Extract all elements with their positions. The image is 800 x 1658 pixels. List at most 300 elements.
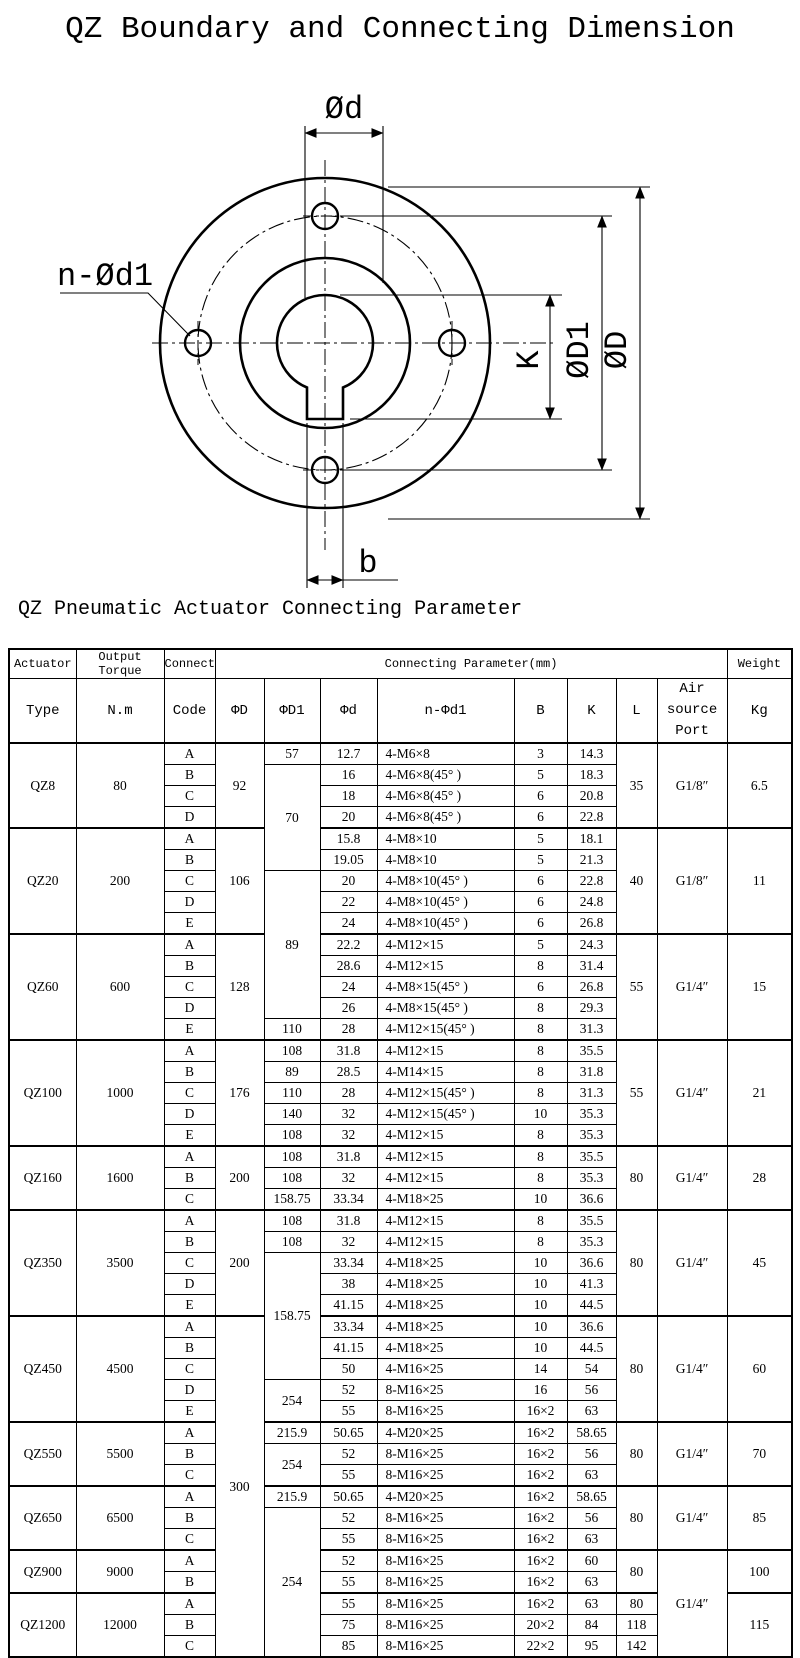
cell: QZ8	[9, 743, 76, 828]
cell: QZ650	[9, 1486, 76, 1550]
header-connecting-parameter: Connecting Parameter(mm)	[215, 649, 727, 679]
cell: 4-M8×10(45° )	[377, 913, 514, 935]
header-phi-d1: ΦD1	[264, 679, 320, 744]
cell: 5500	[76, 1422, 164, 1486]
cell: 16×2	[514, 1508, 567, 1529]
cell: 8	[514, 998, 567, 1019]
cell: G1/4″	[657, 934, 727, 1040]
cell: 140	[264, 1104, 320, 1125]
cell: C	[164, 1083, 215, 1104]
cell: 75	[320, 1615, 377, 1636]
cell: 6	[514, 807, 567, 829]
cell: 24.8	[567, 892, 616, 913]
header-weight: Weight	[727, 649, 792, 679]
cell: 6	[514, 913, 567, 935]
cell: 80	[616, 1316, 657, 1422]
header-phi-d: ΦD	[215, 679, 264, 744]
cell: 16×2	[514, 1572, 567, 1594]
cell: 16×2	[514, 1486, 567, 1508]
cell: 142	[616, 1636, 657, 1658]
cell: 4-M20×25	[377, 1486, 514, 1508]
cell: 115	[727, 1593, 792, 1657]
header-kg: Kg	[727, 679, 792, 744]
cell: 128	[215, 934, 264, 1040]
cell: 18	[320, 786, 377, 807]
cell: 89	[264, 871, 320, 1019]
cell: B	[164, 850, 215, 871]
cell: 4-M6×8	[377, 743, 514, 765]
cell: QZ60	[9, 934, 76, 1040]
cell: 110	[264, 1083, 320, 1104]
cell: 41.15	[320, 1295, 377, 1317]
cell: 12000	[76, 1593, 164, 1657]
cell: 108	[264, 1210, 320, 1232]
cell: A	[164, 1593, 215, 1615]
dim-b-label: b	[358, 545, 378, 582]
cell: 8-M16×25	[377, 1380, 514, 1401]
cell: 28.5	[320, 1062, 377, 1083]
cell: A	[164, 1316, 215, 1338]
cell: 158.75	[264, 1189, 320, 1211]
cell: 8-M16×25	[377, 1636, 514, 1658]
cell: 10	[514, 1253, 567, 1274]
cell: 56	[567, 1444, 616, 1465]
cell: 4-M18×25	[377, 1253, 514, 1274]
cell: 21	[727, 1040, 792, 1146]
cell: C	[164, 1636, 215, 1658]
table-header	[9, 649, 792, 743]
cell: C	[164, 871, 215, 892]
cell: 24	[320, 977, 377, 998]
header-k: K	[567, 679, 616, 744]
cell: 18.1	[567, 828, 616, 850]
cell: C	[164, 1253, 215, 1274]
cell: G1/4″	[657, 1550, 727, 1657]
cell: 11	[727, 828, 792, 934]
cell: 18.3	[567, 765, 616, 786]
cell: 4-M14×15	[377, 1062, 514, 1083]
cell: 50.65	[320, 1486, 377, 1508]
dim-odia-label: ØD	[599, 330, 636, 370]
cell: B	[164, 956, 215, 977]
cell: 41.15	[320, 1338, 377, 1359]
cell: QZ1200	[9, 1593, 76, 1657]
cell: 55	[320, 1401, 377, 1423]
cell: 31.8	[320, 1040, 377, 1062]
cell: 33.34	[320, 1189, 377, 1211]
cell: 55	[616, 1040, 657, 1146]
cell: 22.2	[320, 934, 377, 956]
cell: 31.3	[567, 1083, 616, 1104]
cell: 200	[215, 1146, 264, 1210]
cell: 40	[616, 828, 657, 934]
cell: 8	[514, 1146, 567, 1168]
cell: 55	[320, 1593, 377, 1615]
cell: 10	[514, 1316, 567, 1338]
cell: 52	[320, 1444, 377, 1465]
header-n-phi-d1: n-Φd1	[377, 679, 514, 744]
cell: E	[164, 1401, 215, 1423]
cell: 35.3	[567, 1104, 616, 1125]
cell: 55	[616, 934, 657, 1040]
cell: D	[164, 892, 215, 913]
header-output-torque: Output Torque	[76, 649, 164, 679]
cell: C	[164, 1359, 215, 1380]
cell: 4-M6×8(45° )	[377, 786, 514, 807]
dim-od	[305, 91, 383, 298]
cell: 85	[320, 1636, 377, 1658]
cell: 29.3	[567, 998, 616, 1019]
cell: 31.8	[320, 1146, 377, 1168]
cell: 8-M16×25	[377, 1444, 514, 1465]
cell: 55	[320, 1529, 377, 1551]
cell: 21.3	[567, 850, 616, 871]
cell: 80	[616, 1146, 657, 1210]
cell: 1600	[76, 1146, 164, 1210]
cell: 10	[514, 1189, 567, 1211]
cell: B	[164, 1615, 215, 1636]
cell: 92	[215, 743, 264, 828]
cell: A	[164, 1422, 215, 1444]
cell: 35.3	[567, 1168, 616, 1189]
table-row	[9, 743, 792, 765]
cell: 63	[567, 1465, 616, 1487]
cell: B	[164, 1572, 215, 1594]
cell: 6	[514, 786, 567, 807]
cell: E	[164, 1019, 215, 1041]
parameters-table	[8, 648, 793, 1658]
cell: 600	[76, 934, 164, 1040]
cell: G1/4″	[657, 1486, 727, 1550]
cell: 35.3	[567, 1125, 616, 1147]
cell: 8	[514, 1083, 567, 1104]
header-nm: N.m	[76, 679, 164, 744]
cell: 22.8	[567, 871, 616, 892]
cell: 8	[514, 1168, 567, 1189]
cell: 20.8	[567, 786, 616, 807]
cell: 5	[514, 934, 567, 956]
cell: 16×2	[514, 1529, 567, 1551]
cell: 50	[320, 1359, 377, 1380]
cell: 8	[514, 1210, 567, 1232]
cell: 63	[567, 1572, 616, 1594]
cell: 26.8	[567, 977, 616, 998]
cell: 10	[514, 1338, 567, 1359]
cell: 10	[514, 1104, 567, 1125]
cell: QZ900	[9, 1550, 76, 1593]
cell: 32	[320, 1125, 377, 1147]
cell: 24	[320, 913, 377, 935]
cell: G1/8″	[657, 743, 727, 828]
cell: 108	[264, 1232, 320, 1253]
cell: 4-M8×15(45° )	[377, 977, 514, 998]
cell: G1/4″	[657, 1146, 727, 1210]
table-row	[9, 934, 792, 956]
cell: A	[164, 1210, 215, 1232]
cell: 8-M16×25	[377, 1550, 514, 1572]
cell: 200	[215, 1210, 264, 1316]
cell: G1/4″	[657, 1040, 727, 1146]
cell: 4-M16×25	[377, 1359, 514, 1380]
cell: 80	[616, 1593, 657, 1615]
cell: 9000	[76, 1550, 164, 1593]
cell: 10	[514, 1274, 567, 1295]
cell: G1/4″	[657, 1210, 727, 1316]
cell: B	[164, 1444, 215, 1465]
cell: 20	[320, 871, 377, 892]
cell: 58.65	[567, 1486, 616, 1508]
cell: 4-M8×10(45° )	[377, 892, 514, 913]
cell: 36.6	[567, 1189, 616, 1211]
cell: 35.5	[567, 1146, 616, 1168]
cell: 108	[264, 1040, 320, 1062]
table-row	[9, 1422, 792, 1444]
cell: 80	[76, 743, 164, 828]
cell: 300	[215, 1316, 264, 1657]
table-row	[9, 1146, 792, 1168]
cell: D	[164, 1104, 215, 1125]
cell: 12.7	[320, 743, 377, 765]
page-subtitle: QZ Pneumatic Actuator Connecting Parameter	[18, 598, 523, 621]
cell: 4-M18×25	[377, 1189, 514, 1211]
cell: 16×2	[514, 1550, 567, 1572]
cell: 176	[215, 1040, 264, 1146]
cell: C	[164, 1189, 215, 1211]
cell: E	[164, 1295, 215, 1317]
cell: 58.65	[567, 1422, 616, 1444]
dim-n-od1	[57, 258, 190, 336]
header-type: Type	[9, 679, 76, 744]
cell: 4-M20×25	[377, 1422, 514, 1444]
cell: 20	[320, 807, 377, 829]
cell: 254	[264, 1380, 320, 1423]
cell: 63	[567, 1401, 616, 1423]
cell: 215.9	[264, 1486, 320, 1508]
cell: 5	[514, 765, 567, 786]
cell: 19.05	[320, 850, 377, 871]
cell: 33.34	[320, 1253, 377, 1274]
cell: 14	[514, 1359, 567, 1380]
cell: 4-M12×15	[377, 934, 514, 956]
cell: 4-M12×15	[377, 1125, 514, 1147]
cell: 26.8	[567, 913, 616, 935]
page-title: QZ Boundary and Connecting Dimension	[65, 12, 735, 47]
cell: 84	[567, 1615, 616, 1636]
cell: 44.5	[567, 1295, 616, 1317]
cell: B	[164, 1232, 215, 1253]
cell: QZ350	[9, 1210, 76, 1316]
cell: QZ450	[9, 1316, 76, 1422]
cell: 6.5	[727, 743, 792, 828]
cell: 16×2	[514, 1401, 567, 1423]
cell: 3	[514, 743, 567, 765]
cell: 1000	[76, 1040, 164, 1146]
cell: 35	[616, 743, 657, 828]
cell: 4-M8×10	[377, 828, 514, 850]
cell: 22	[320, 892, 377, 913]
cell: G1/8″	[657, 828, 727, 934]
cell: D	[164, 998, 215, 1019]
header-b: B	[514, 679, 567, 744]
cell: A	[164, 1486, 215, 1508]
cell: 70	[727, 1422, 792, 1486]
cell: 200	[76, 828, 164, 934]
cell: 24.3	[567, 934, 616, 956]
cell: 16	[514, 1380, 567, 1401]
header-code: Code	[164, 679, 215, 744]
cell: 8-M16×25	[377, 1401, 514, 1423]
cell: 55	[320, 1572, 377, 1594]
cell: 8-M16×25	[377, 1508, 514, 1529]
cell: 4-M12×15(45° )	[377, 1083, 514, 1104]
cell: 3500	[76, 1210, 164, 1316]
cell: 106	[215, 828, 264, 934]
cell: 6500	[76, 1486, 164, 1550]
cell: B	[164, 1508, 215, 1529]
table-row	[9, 1486, 792, 1508]
cell: 4-M18×25	[377, 1338, 514, 1359]
cell: C	[164, 1529, 215, 1551]
cell: 52	[320, 1508, 377, 1529]
cell: 110	[264, 1019, 320, 1041]
cell: 44.5	[567, 1338, 616, 1359]
cell: 4-M12×15	[377, 1168, 514, 1189]
cell: 56	[567, 1508, 616, 1529]
table-row	[9, 1040, 792, 1062]
cell: QZ550	[9, 1422, 76, 1486]
cell: 70	[264, 765, 320, 871]
header-connect: Connect	[164, 649, 215, 679]
header-air-source-port	[657, 679, 727, 744]
cell: 80	[616, 1422, 657, 1486]
header-air-line2: Port	[675, 723, 709, 739]
cell: D	[164, 1274, 215, 1295]
cell: 95	[567, 1636, 616, 1658]
cell: 89	[264, 1062, 320, 1083]
cell: QZ20	[9, 828, 76, 934]
cell: 60	[727, 1316, 792, 1422]
cell: 60	[567, 1550, 616, 1572]
cell: 52	[320, 1550, 377, 1572]
cell: 254	[264, 1444, 320, 1487]
cell: 80	[616, 1550, 657, 1593]
cell: 4-M12×15(45° )	[377, 1019, 514, 1041]
cell: A	[164, 1040, 215, 1062]
cell: 32	[320, 1168, 377, 1189]
table-row	[9, 1316, 792, 1338]
cell: 254	[264, 1508, 320, 1658]
cell: 4-M12×15	[377, 1146, 514, 1168]
cell: 15	[727, 934, 792, 1040]
dim-k-label: K	[511, 350, 548, 370]
table-row	[9, 1550, 792, 1572]
cell: 32	[320, 1232, 377, 1253]
cell: 4-M8×15(45° )	[377, 998, 514, 1019]
cell: 4500	[76, 1316, 164, 1422]
cell: G1/4″	[657, 1316, 727, 1422]
cell: 6	[514, 892, 567, 913]
cell: 8	[514, 1040, 567, 1062]
header-air-line1: Air source	[666, 681, 718, 718]
cell: 4-M12×15	[377, 956, 514, 977]
cell: E	[164, 1125, 215, 1147]
header-actuator: Actuator	[9, 649, 76, 679]
cell: 8	[514, 1062, 567, 1083]
cell: 31.8	[320, 1210, 377, 1232]
cell: 33.34	[320, 1316, 377, 1338]
cell: C	[164, 977, 215, 998]
cell: B	[164, 1062, 215, 1083]
cell: 4-M12×15	[377, 1232, 514, 1253]
cell: 4-M18×25	[377, 1316, 514, 1338]
cell: 4-M12×15	[377, 1210, 514, 1232]
cell: 54	[567, 1359, 616, 1380]
cell: B	[164, 1338, 215, 1359]
cell: 4-M6×8(45° )	[377, 765, 514, 786]
cell: 28	[727, 1146, 792, 1210]
cell: 45	[727, 1210, 792, 1316]
cell: 38	[320, 1274, 377, 1295]
cell: 22×2	[514, 1636, 567, 1658]
cell: 85	[727, 1486, 792, 1550]
cell: 28	[320, 1019, 377, 1041]
cell: 63	[567, 1593, 616, 1615]
cell: 5	[514, 850, 567, 871]
cell: E	[164, 913, 215, 935]
cell: 108	[264, 1146, 320, 1168]
table-row	[9, 1210, 792, 1232]
cell: 35.3	[567, 1232, 616, 1253]
cell: 8	[514, 1019, 567, 1041]
cell: 8	[514, 1125, 567, 1147]
cell: 15.8	[320, 828, 377, 850]
cell: 35.5	[567, 1210, 616, 1232]
flange-drawing	[0, 88, 800, 598]
table-body	[9, 743, 792, 1657]
cell: C	[164, 1465, 215, 1487]
header-phi-d-small: Φd	[320, 679, 377, 744]
cell: 50.65	[320, 1422, 377, 1444]
cell: A	[164, 828, 215, 850]
cell: A	[164, 934, 215, 956]
cell: 4-M12×15(45° )	[377, 1104, 514, 1125]
cell: 8-M16×25	[377, 1593, 514, 1615]
cell: 80	[616, 1210, 657, 1316]
cell: 8-M16×25	[377, 1529, 514, 1551]
cell: 31.4	[567, 956, 616, 977]
cell: B	[164, 1168, 215, 1189]
table-row	[9, 828, 792, 850]
dim-od-label: Ød	[324, 91, 364, 128]
cell: 16×2	[514, 1465, 567, 1487]
header-l: L	[616, 679, 657, 744]
cell: 14.3	[567, 743, 616, 765]
cell: B	[164, 765, 215, 786]
header-row-columns	[9, 679, 792, 744]
cell: 4-M8×10(45° )	[377, 871, 514, 892]
cell: 63	[567, 1529, 616, 1551]
dim-n-od1-label: n-Ød1	[57, 258, 154, 295]
header-row-groups	[9, 649, 792, 679]
cell: 8-M16×25	[377, 1572, 514, 1594]
cell: A	[164, 1550, 215, 1572]
cell: 6	[514, 871, 567, 892]
cell: 4-M18×25	[377, 1295, 514, 1317]
cell: 158.75	[264, 1253, 320, 1380]
cell: 10	[514, 1295, 567, 1317]
cell: 118	[616, 1615, 657, 1636]
cell: D	[164, 807, 215, 829]
